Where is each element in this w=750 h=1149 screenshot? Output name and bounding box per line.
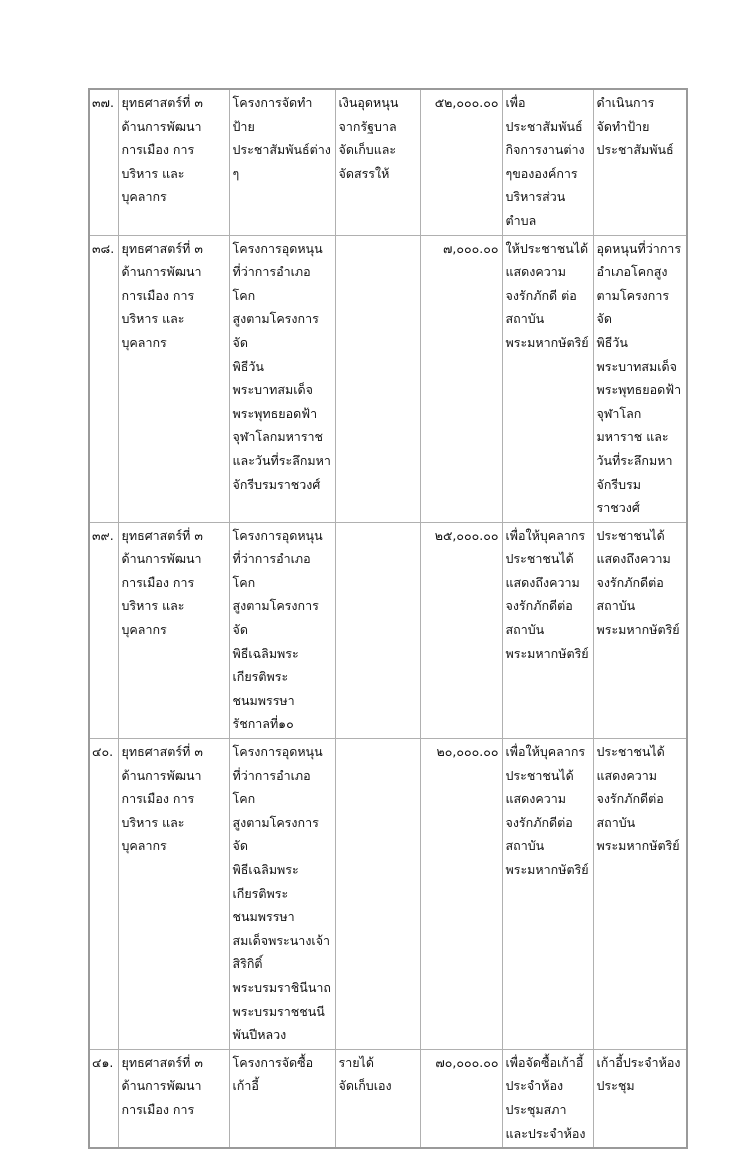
funding-source-cell	[335, 739, 420, 1050]
project-cell: โครงการจัดทำป้าย ประชาสัมพันธ์ต่าง ๆ	[229, 89, 335, 235]
objective-cell: ให้ประชาชนได้ แสดงความ จงรักภักดี ต่อ สถาบัน พระมหากษัตริย์	[502, 235, 593, 522]
budget-table	[88, 88, 688, 1149]
output-cell: ประชาชนได้ แสดงถึงความ จงรักภักดีต่อ สถาบัน พระมหากษัตริย์	[593, 522, 687, 738]
objective-cell: เพื่อจัดซื้อเก้าอี้ ประจำห้อง ประชุมสภา และประจำห้อง	[502, 1049, 593, 1148]
amount-cell: ๗,๐๐๐.๐๐	[420, 235, 502, 522]
row-number: ๓๘.	[89, 235, 118, 522]
funding-source-cell: เงินอุดหนุน จากรัฐบาล จัดเก็บและ จัดสรรให้	[335, 89, 420, 235]
project-cell: โครงการอุดหนุน ที่ว่าการอำเภอโคก สูงตามโครงการจัด พิธีเฉลิมพระ เกียรติพระ ชนมพรรษา รัชกาลที่๑๐	[229, 522, 335, 738]
project-cell: โครงการอุดหนุน ที่ว่าการอำเภอโคก สูงตามโครงการจัด พิธีวัน พระบาทสมเด็จ พระพุทธยอดฟ้า จุฬาโลกมหาราช และวันที่ระลึกมหา จักรีบรมราชวงศ์	[229, 235, 335, 522]
amount-cell: ๒๕,๐๐๐.๐๐	[420, 522, 502, 738]
objective-cell: เพื่อให้บุคลากร ประชาชนได้ แสดงถึงความ จงรักภักดีต่อ สถาบัน พระมหากษัตริย์	[502, 522, 593, 738]
project-cell: โครงการจัดซื้อ เก้าอี้	[229, 1049, 335, 1148]
objective-cell: เพื่อ ประชาสัมพันธ์ กิจการงานต่าง ๆขององค์การ บริหารส่วน ตำบล	[502, 89, 593, 235]
row-number: ๓๗.	[89, 89, 118, 235]
funding-source-cell	[335, 235, 420, 522]
table-row	[89, 235, 687, 522]
table-body	[89, 89, 687, 1148]
objective-cell: เพื่อให้บุคลากร ประชาชนได้ แสดงความ จงรักภักดีต่อ สถาบัน พระมหากษัตริย์	[502, 739, 593, 1050]
strategy-cell: ยุทธศาสตร์ที่ ๓ ด้านการพัฒนา การเมือง การ บริหาร และ บุคลากร	[118, 739, 229, 1050]
amount-cell: ๗๐,๐๐๐.๐๐	[420, 1049, 502, 1148]
project-cell: โครงการอุดหนุน ที่ว่าการอำเภอโคก สูงตามโครงการจัด พิธีเฉลิมพระ เกียรติพระ ชนมพรรษา สมเด็จพระนางเจ้า สิริกิติ์ พระบรมราชินีนาถ พระบรมราชชนนี พันปีหลวง	[229, 739, 335, 1050]
row-number: ๓๙.	[89, 522, 118, 738]
table-row	[89, 739, 687, 1050]
output-cell: ประชาชนได้ แสดงความ จงรักภักดีต่อ สถาบัน พระมหากษัตริย์	[593, 739, 687, 1050]
funding-source-cell: รายได้ จัดเก็บเอง	[335, 1049, 420, 1148]
strategy-cell: ยุทธศาสตร์ที่ ๓ ด้านการพัฒนา การเมือง การ บริหาร และ บุคลากร	[118, 89, 229, 235]
output-cell: ดำเนินการ จัดทำป้าย ประชาสัมพันธ์	[593, 89, 687, 235]
table-row	[89, 1049, 687, 1148]
strategy-cell: ยุทธศาสตร์ที่ ๓ ด้านการพัฒนา การเมือง การ บริหาร และ บุคลากร	[118, 522, 229, 738]
funding-source-cell	[335, 522, 420, 738]
amount-cell: ๕๒,๐๐๐.๐๐	[420, 89, 502, 235]
output-cell: อุดหนุนที่ว่าการ อำเภอโคกสูง ตามโครงการจัด พิธีวัน พระบาทสมเด็จ พระพุทธยอดฟ้า จุฬาโลก มหาราช และ วันที่ระลึกมหา จักรีบรมราชวงศ์	[593, 235, 687, 522]
strategy-cell: ยุทธศาสตร์ที่ ๓ ด้านการพัฒนา การเมือง การ บริหาร และ บุคลากร	[118, 235, 229, 522]
table-row	[89, 522, 687, 738]
table-row	[89, 89, 687, 235]
amount-cell: ๒๐,๐๐๐.๐๐	[420, 739, 502, 1050]
output-cell: เก้าอี้ประจำห้อง ประชุม	[593, 1049, 687, 1148]
row-number: ๔๐.	[89, 739, 118, 1050]
strategy-cell: ยุทธศาสตร์ที่ ๓ ด้านการพัฒนา การเมือง การ	[118, 1049, 229, 1148]
row-number: ๔๑.	[89, 1049, 118, 1148]
